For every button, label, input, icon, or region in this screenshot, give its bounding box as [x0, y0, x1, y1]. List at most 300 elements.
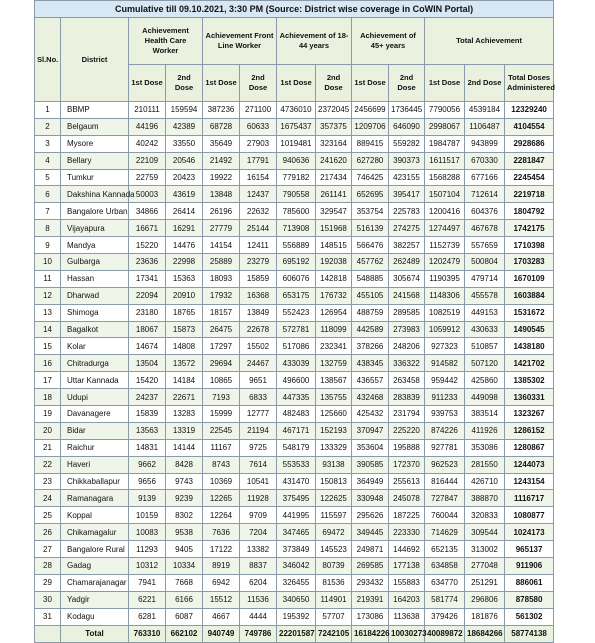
table-row	[35, 270, 554, 287]
total-doses-cell: 1385302	[505, 372, 554, 389]
row-number: 26	[35, 524, 61, 541]
total-doses-cell: 1603884	[505, 287, 554, 304]
table-cell: 21492	[203, 152, 240, 169]
row-number: 22	[35, 456, 61, 473]
table-cell: 467171	[277, 422, 316, 439]
district-name: Chikkaballapur	[61, 473, 129, 490]
table-cell: 138567	[316, 372, 352, 389]
table-cell: 9651	[240, 372, 277, 389]
table-cell: 12265	[203, 490, 240, 507]
table-cell: 295626	[352, 507, 389, 524]
header-health-care-worker: Achievement Health Care Worker	[129, 18, 203, 65]
table-cell: 627280	[352, 152, 389, 169]
table-cell: 510857	[465, 338, 505, 355]
table-cell: 16368	[240, 287, 277, 304]
table-cell: 1200416	[425, 203, 465, 220]
row-number: 24	[35, 490, 61, 507]
table-cell: 10541	[240, 473, 277, 490]
row-number: 15	[35, 338, 61, 355]
table-cell: 652695	[352, 186, 389, 203]
table-cell: 12437	[240, 186, 277, 203]
table-cell: 9239	[166, 490, 203, 507]
table-cell: 12264	[203, 507, 240, 524]
total-cell: 940749	[203, 625, 240, 642]
table-cell: 2372045	[316, 102, 352, 119]
table-cell: 4539184	[465, 102, 505, 119]
row-number: 11	[35, 270, 61, 287]
table-cell: 277048	[465, 558, 505, 575]
table-cell: 1568288	[425, 169, 465, 186]
table-cell: 25889	[203, 254, 240, 271]
row-number: 29	[35, 574, 61, 591]
table-cell: 176732	[316, 287, 352, 304]
table-cell: 210111	[129, 102, 166, 119]
total-cell: 22201587	[277, 625, 316, 642]
table-cell: 962523	[425, 456, 465, 473]
table-cell: 159594	[166, 102, 203, 119]
district-name: Kodagu	[61, 608, 129, 625]
table-cell: 959442	[425, 372, 465, 389]
row-number: 27	[35, 541, 61, 558]
table-cell: 11536	[240, 591, 277, 608]
table-row	[35, 558, 554, 575]
header-dose2: 2nd Dose	[316, 65, 352, 102]
header-dose1: 1st Dose	[203, 65, 240, 102]
table-cell: 326455	[277, 574, 316, 591]
table-row	[35, 304, 554, 321]
total-row	[35, 625, 554, 642]
table-row	[35, 591, 554, 608]
table-cell: 241620	[316, 152, 352, 169]
district-name: Bangalore Urban	[61, 203, 129, 220]
table-cell: 353086	[465, 439, 505, 456]
table-cell: 441995	[277, 507, 316, 524]
table-cell: 232341	[316, 338, 352, 355]
table-row	[35, 237, 554, 254]
table-cell: 14831	[129, 439, 166, 456]
district-name: Gadag	[61, 558, 129, 575]
row-number: 14	[35, 321, 61, 338]
table-cell: 151968	[316, 220, 352, 237]
table-cell: 24237	[129, 389, 166, 406]
table-cell: 132759	[316, 355, 352, 372]
table-cell: 245078	[389, 490, 425, 507]
table-cell: 431470	[277, 473, 316, 490]
table-cell: 16291	[166, 220, 203, 237]
table-cell: 482483	[277, 406, 316, 423]
total-cell: 10030273	[389, 625, 425, 642]
table-cell: 15502	[240, 338, 277, 355]
district-name: Vijayapura	[61, 220, 129, 237]
table-cell: 557659	[465, 237, 505, 254]
table-cell: 349445	[352, 524, 389, 541]
total-doses-cell: 561302	[505, 608, 554, 625]
table-cell: 383514	[465, 406, 505, 423]
table-cell: 7614	[240, 456, 277, 473]
table-cell: 1202479	[425, 254, 465, 271]
row-number: 10	[35, 254, 61, 271]
total-doses-cell: 2928686	[505, 135, 554, 152]
table-cell: 7636	[203, 524, 240, 541]
table-row	[35, 490, 554, 507]
table-cell: 9743	[166, 473, 203, 490]
header-18-44-years: Achievement of 18-44 years	[277, 18, 352, 65]
table-cell: 15512	[203, 591, 240, 608]
table-row	[35, 406, 554, 423]
table-row	[35, 118, 554, 135]
table-cell: 467678	[465, 220, 505, 237]
total-doses-cell: 1323267	[505, 406, 554, 423]
table-cell: 6087	[166, 608, 203, 625]
row-number: 25	[35, 507, 61, 524]
table-cell: 714629	[425, 524, 465, 541]
table-cell: 148515	[316, 237, 352, 254]
total-cell: 763310	[129, 625, 166, 642]
table-cell: 255613	[389, 473, 425, 490]
table-cell: 7193	[203, 389, 240, 406]
table-cell: 60633	[240, 118, 277, 135]
header-district: District	[61, 18, 129, 102]
district-name: Koppal	[61, 507, 129, 524]
table-cell: 150813	[316, 473, 352, 490]
table-cell: 346042	[277, 558, 316, 575]
table-row	[35, 355, 554, 372]
table-cell: 24467	[240, 355, 277, 372]
header-dose2: 2nd Dose	[389, 65, 425, 102]
district-name: Mandya	[61, 237, 129, 254]
total-doses-cell: 1703283	[505, 254, 554, 271]
table-cell: 18157	[203, 304, 240, 321]
table-cell: 93138	[316, 456, 352, 473]
table-cell: 50003	[129, 186, 166, 203]
table-cell: 15420	[129, 372, 166, 389]
table-cell: 125660	[316, 406, 352, 423]
row-number: 20	[35, 422, 61, 439]
table-cell: 2456699	[352, 102, 389, 119]
table-cell: 9725	[240, 439, 277, 456]
table-cell: 479714	[465, 270, 505, 287]
row-number: 5	[35, 169, 61, 186]
table-cell: 712614	[465, 186, 505, 203]
table-title: Cumulative till 09.10.2021, 3:30 PM (Source: District wise coverage in CoWIN Portal)	[35, 1, 554, 18]
total-doses-cell: 1438180	[505, 338, 554, 355]
row-number: 28	[35, 558, 61, 575]
table-cell: 347465	[277, 524, 316, 541]
table-cell: 305674	[389, 270, 425, 287]
table-cell: 135755	[316, 389, 352, 406]
table-cell: 263458	[389, 372, 425, 389]
table-cell: 552423	[277, 304, 316, 321]
table-cell: 223330	[389, 524, 425, 541]
table-cell: 1675437	[277, 118, 316, 135]
table-cell: 652135	[425, 541, 465, 558]
table-cell: 181876	[465, 608, 505, 625]
table-cell: 14184	[166, 372, 203, 389]
district-name: BBMP	[61, 102, 129, 119]
table-cell: 9662	[129, 456, 166, 473]
table-cell: 779182	[277, 169, 316, 186]
table-cell: 677166	[465, 169, 505, 186]
table-cell: 382257	[389, 237, 425, 254]
table-cell: 9405	[166, 541, 203, 558]
table-cell: 411926	[465, 422, 505, 439]
row-number: 18	[35, 389, 61, 406]
row-number: 4	[35, 152, 61, 169]
total-doses-cell: 911906	[505, 558, 554, 575]
table-cell: 329547	[316, 203, 352, 220]
table-cell: 195888	[389, 439, 425, 456]
district-name: Belgaum	[61, 118, 129, 135]
total-cell	[35, 625, 61, 642]
table-row	[35, 102, 554, 119]
total-cell: 16184226	[352, 625, 389, 642]
table-cell: 378266	[352, 338, 389, 355]
table-cell: 553533	[277, 456, 316, 473]
table-cell: 293432	[352, 574, 389, 591]
table-row	[35, 287, 554, 304]
table-cell: 13572	[166, 355, 203, 372]
table-cell: 17297	[203, 338, 240, 355]
table-row	[35, 456, 554, 473]
table-cell: 340650	[277, 591, 316, 608]
table-cell: 500804	[465, 254, 505, 271]
table-cell: 22998	[166, 254, 203, 271]
table-cell: 548885	[352, 270, 389, 287]
table-cell: 13382	[240, 541, 277, 558]
header-dose2: 2nd Dose	[465, 65, 505, 102]
row-number: 19	[35, 406, 61, 423]
table-cell: 21194	[240, 422, 277, 439]
table-cell: 320833	[465, 507, 505, 524]
district-name: Chamarajanagar	[61, 574, 129, 591]
table-cell: 390373	[389, 152, 425, 169]
table-cell: 20546	[166, 152, 203, 169]
table-row	[35, 254, 554, 271]
table-cell: 4667	[203, 608, 240, 625]
table-row	[35, 507, 554, 524]
table-cell: 1106487	[465, 118, 505, 135]
district-name: Raichur	[61, 439, 129, 456]
header-sl-no: Sl.No.	[35, 18, 61, 102]
total-doses-cell: 1280867	[505, 439, 554, 456]
table-cell: 548179	[277, 439, 316, 456]
table-cell: 695192	[277, 254, 316, 271]
table-cell: 283839	[389, 389, 425, 406]
table-cell: 455105	[352, 287, 389, 304]
table-cell: 13563	[129, 422, 166, 439]
table-cell: 430633	[465, 321, 505, 338]
table-cell: 155883	[389, 574, 425, 591]
table-cell: 164203	[389, 591, 425, 608]
row-number: 13	[35, 304, 61, 321]
table-cell: 14144	[166, 439, 203, 456]
table-cell: 195392	[277, 608, 316, 625]
table-cell: 17791	[240, 152, 277, 169]
table-cell: 336322	[389, 355, 425, 372]
row-number: 6	[35, 186, 61, 203]
table-cell: 760044	[425, 507, 465, 524]
table-cell: 29694	[203, 355, 240, 372]
total-cell: 40089872	[425, 625, 465, 642]
table-cell: 17932	[203, 287, 240, 304]
table-cell: 12411	[240, 237, 277, 254]
table-cell: 1611517	[425, 152, 465, 169]
table-cell: 15363	[166, 270, 203, 287]
table-cell: 572781	[277, 321, 316, 338]
table-cell: 27903	[240, 135, 277, 152]
header-dose2: 2nd Dose	[166, 65, 203, 102]
table-cell: 23636	[129, 254, 166, 271]
district-name: Gulbarga	[61, 254, 129, 271]
table-cell: 7668	[166, 574, 203, 591]
table-cell: 13849	[240, 304, 277, 321]
table-cell: 33550	[166, 135, 203, 152]
table-cell: 16671	[129, 220, 166, 237]
table-cell: 1209706	[352, 118, 389, 135]
table-cell: 22759	[129, 169, 166, 186]
table-cell: 13848	[203, 186, 240, 203]
district-name: Bidar	[61, 422, 129, 439]
row-number: 31	[35, 608, 61, 625]
table-cell: 10369	[203, 473, 240, 490]
table-cell: 8428	[166, 456, 203, 473]
header-dose1: 1st Dose	[277, 65, 316, 102]
table-row	[35, 541, 554, 558]
table-cell: 113638	[389, 608, 425, 625]
table-cell: 122625	[316, 490, 352, 507]
table-cell: 379426	[425, 608, 465, 625]
table-cell: 231794	[389, 406, 425, 423]
table-cell: 604376	[465, 203, 505, 220]
table-cell: 271100	[240, 102, 277, 119]
total-doses-cell: 1421702	[505, 355, 554, 372]
table-cell: 1059912	[425, 321, 465, 338]
table-cell: 20423	[166, 169, 203, 186]
table-cell: 6166	[166, 591, 203, 608]
district-name: Yadgir	[61, 591, 129, 608]
table-cell: 8302	[166, 507, 203, 524]
table-cell: 1190395	[425, 270, 465, 287]
table-cell: 12777	[240, 406, 277, 423]
table-cell: 388870	[465, 490, 505, 507]
table-cell: 395417	[389, 186, 425, 203]
table-cell: 26475	[203, 321, 240, 338]
total-doses-cell: 1080877	[505, 507, 554, 524]
table-cell: 269585	[352, 558, 389, 575]
district-name: Uttar Kannada	[61, 372, 129, 389]
row-number: 1	[35, 102, 61, 119]
district-name: Dakshina Kannada	[61, 186, 129, 203]
table-cell: 18765	[166, 304, 203, 321]
table-cell: 144692	[389, 541, 425, 558]
table-cell: 387236	[203, 102, 240, 119]
table-cell: 80739	[316, 558, 352, 575]
table-cell: 40242	[129, 135, 166, 152]
table-cell: 13504	[129, 355, 166, 372]
table-cell: 727847	[425, 490, 465, 507]
table-row	[35, 321, 554, 338]
table-cell: 939753	[425, 406, 465, 423]
table-cell: 133329	[316, 439, 352, 456]
table-cell: 556889	[277, 237, 316, 254]
table-cell: 433039	[277, 355, 316, 372]
total-doses-cell: 965137	[505, 541, 554, 558]
table-cell: 11928	[240, 490, 277, 507]
district-name: Udupi	[61, 389, 129, 406]
table-cell: 1082519	[425, 304, 465, 321]
table-cell: 6281	[129, 608, 166, 625]
table-cell: 173086	[352, 608, 389, 625]
table-cell: 634858	[425, 558, 465, 575]
table-cell: 114901	[316, 591, 352, 608]
table-cell: 69472	[316, 524, 352, 541]
table-cell: 6942	[203, 574, 240, 591]
district-name: Shimoga	[61, 304, 129, 321]
header-dose1: 1st Dose	[425, 65, 465, 102]
table-cell: 927781	[425, 439, 465, 456]
table-cell: 10159	[129, 507, 166, 524]
table-row	[35, 473, 554, 490]
table-cell: 23180	[129, 304, 166, 321]
table-cell: 7941	[129, 574, 166, 591]
table-cell: 653175	[277, 287, 316, 304]
table-cell: 81536	[316, 574, 352, 591]
table-cell: 496600	[277, 372, 316, 389]
table-row	[35, 186, 554, 203]
table-cell: 251291	[465, 574, 505, 591]
table-cell: 634770	[425, 574, 465, 591]
table-cell: 353754	[352, 203, 389, 220]
row-number: 16	[35, 355, 61, 372]
table-cell: 1984787	[425, 135, 465, 152]
table-row	[35, 389, 554, 406]
table-cell: 142818	[316, 270, 352, 287]
total-doses-cell: 1710398	[505, 237, 554, 254]
table-row	[35, 152, 554, 169]
table-cell: 14674	[129, 338, 166, 355]
table-cell: 455578	[465, 287, 505, 304]
table-cell: 1019481	[277, 135, 316, 152]
table-cell: 2998067	[425, 118, 465, 135]
district-name: Bagalkot	[61, 321, 129, 338]
table-row	[35, 135, 554, 152]
table-cell: 57707	[316, 608, 352, 625]
row-number: 17	[35, 372, 61, 389]
table-cell: 309544	[465, 524, 505, 541]
row-number: 12	[35, 287, 61, 304]
district-name: Haveri	[61, 456, 129, 473]
table-cell: 914582	[425, 355, 465, 372]
total-cell: 662102	[166, 625, 203, 642]
table-cell: 22094	[129, 287, 166, 304]
table-cell: 20910	[166, 287, 203, 304]
table-cell: 1736445	[389, 102, 425, 119]
table-cell: 927323	[425, 338, 465, 355]
table-cell: 330948	[352, 490, 389, 507]
total-doses-cell: 1244073	[505, 456, 554, 473]
total-doses-cell: 1116717	[505, 490, 554, 507]
table-cell: 442589	[352, 321, 389, 338]
table-cell: 6204	[240, 574, 277, 591]
table-cell: 11167	[203, 439, 240, 456]
table-cell: 646090	[389, 118, 425, 135]
table-cell: 488759	[352, 304, 389, 321]
table-row	[35, 422, 554, 439]
table-cell: 187225	[389, 507, 425, 524]
table-cell: 313002	[465, 541, 505, 558]
table-cell: 225220	[389, 422, 425, 439]
table-cell: 262489	[389, 254, 425, 271]
